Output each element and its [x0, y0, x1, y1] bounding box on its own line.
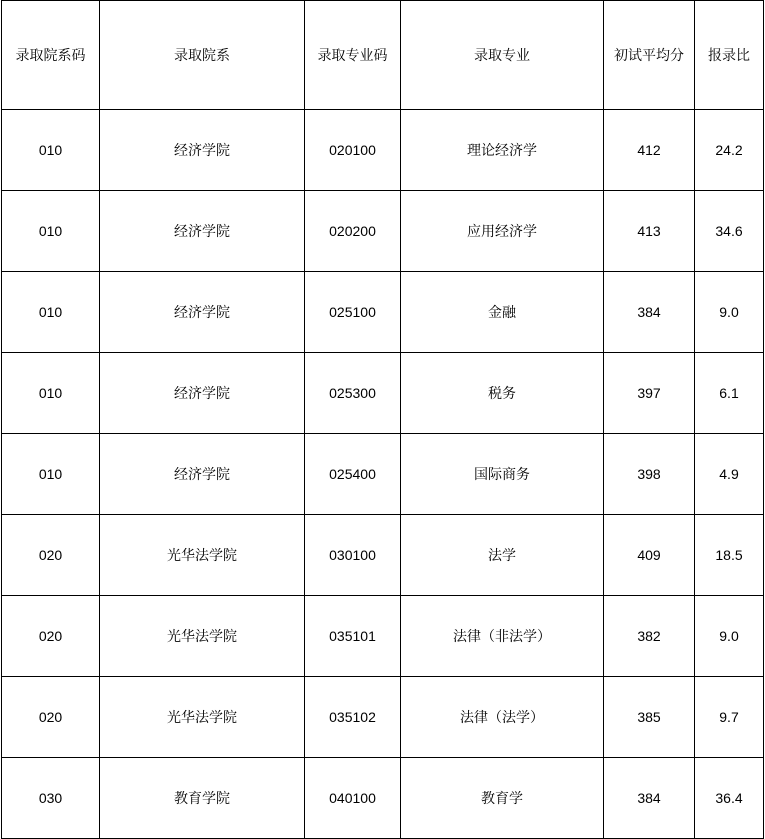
cell-major-code: 035102 — [305, 677, 401, 758]
cell-ratio: 36.4 — [695, 758, 764, 839]
table-header — [2, 1, 764, 110]
cell-avg-score: 412 — [604, 110, 695, 191]
table-row — [2, 272, 764, 353]
table-row — [2, 191, 764, 272]
cell-dept-code: 010 — [2, 434, 100, 515]
cell-avg-score: 384 — [604, 272, 695, 353]
cell-dept-name: 经济学院 — [100, 272, 305, 353]
cell-major-code: 020100 — [305, 110, 401, 191]
cell-avg-score: 385 — [604, 677, 695, 758]
table-row — [2, 515, 764, 596]
cell-dept-code: 020 — [2, 596, 100, 677]
cell-dept-name: 经济学院 — [100, 434, 305, 515]
table-row — [2, 596, 764, 677]
cell-avg-score: 382 — [604, 596, 695, 677]
cell-dept-code: 020 — [2, 515, 100, 596]
table-row — [2, 434, 764, 515]
table-row — [2, 677, 764, 758]
cell-dept-name: 经济学院 — [100, 353, 305, 434]
cell-ratio: 4.9 — [695, 434, 764, 515]
table-row — [2, 758, 764, 839]
cell-major-code: 025400 — [305, 434, 401, 515]
cell-major-name: 国际商务 — [401, 434, 604, 515]
cell-ratio: 6.1 — [695, 353, 764, 434]
cell-dept-code: 030 — [2, 758, 100, 839]
column-header-avg-score: 初试平均分 — [604, 1, 695, 110]
cell-ratio: 9.7 — [695, 677, 764, 758]
cell-major-name: 税务 — [401, 353, 604, 434]
cell-avg-score: 384 — [604, 758, 695, 839]
cell-dept-name: 光华法学院 — [100, 677, 305, 758]
cell-ratio: 18.5 — [695, 515, 764, 596]
cell-dept-name: 光华法学院 — [100, 515, 305, 596]
cell-major-name: 金融 — [401, 272, 604, 353]
cell-avg-score: 397 — [604, 353, 695, 434]
cell-major-code: 035101 — [305, 596, 401, 677]
cell-avg-score: 398 — [604, 434, 695, 515]
cell-ratio: 24.2 — [695, 110, 764, 191]
column-header-major-code: 录取专业码 — [305, 1, 401, 110]
column-header-dept-code: 录取院系码 — [2, 1, 100, 110]
cell-ratio: 34.6 — [695, 191, 764, 272]
admission-statistics-table — [1, 0, 764, 839]
cell-dept-code: 010 — [2, 191, 100, 272]
cell-dept-name: 教育学院 — [100, 758, 305, 839]
cell-dept-code: 010 — [2, 272, 100, 353]
cell-major-code: 025300 — [305, 353, 401, 434]
cell-ratio: 9.0 — [695, 272, 764, 353]
column-header-ratio: 报录比 — [695, 1, 764, 110]
cell-avg-score: 413 — [604, 191, 695, 272]
cell-dept-name: 经济学院 — [100, 110, 305, 191]
cell-major-name: 教育学 — [401, 758, 604, 839]
column-header-dept-name: 录取院系 — [100, 1, 305, 110]
cell-avg-score: 409 — [604, 515, 695, 596]
cell-major-name: 理论经济学 — [401, 110, 604, 191]
cell-major-name: 应用经济学 — [401, 191, 604, 272]
cell-major-name: 法律（法学） — [401, 677, 604, 758]
table-body — [2, 110, 764, 839]
cell-dept-name: 光华法学院 — [100, 596, 305, 677]
cell-dept-code: 020 — [2, 677, 100, 758]
cell-dept-code: 010 — [2, 110, 100, 191]
cell-major-name: 法律（非法学） — [401, 596, 604, 677]
table-row — [2, 110, 764, 191]
cell-major-code: 040100 — [305, 758, 401, 839]
table-header-row — [2, 1, 764, 110]
table-row — [2, 353, 764, 434]
cell-major-code: 025100 — [305, 272, 401, 353]
column-header-major-name: 录取专业 — [401, 1, 604, 110]
cell-ratio: 9.0 — [695, 596, 764, 677]
cell-dept-code: 010 — [2, 353, 100, 434]
cell-major-code: 020200 — [305, 191, 401, 272]
cell-major-name: 法学 — [401, 515, 604, 596]
cell-major-code: 030100 — [305, 515, 401, 596]
cell-dept-name: 经济学院 — [100, 191, 305, 272]
